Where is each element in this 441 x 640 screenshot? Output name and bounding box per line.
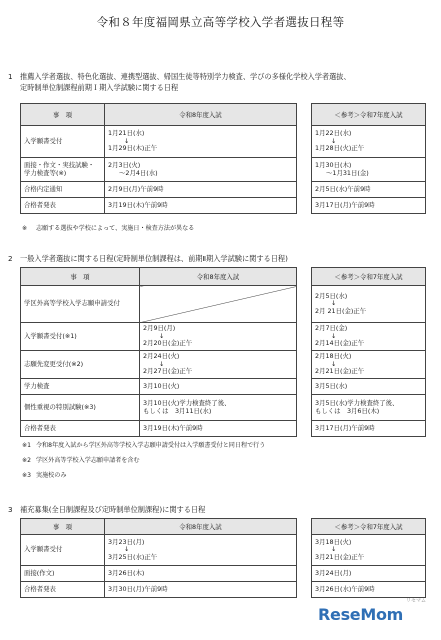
section-1-table <box>20 103 297 214</box>
section-heading-line: 推薦入学者選抜、特色化選抜、連携型選抜、帰国生徒等特別学力検査、学びの多様化学校入学者選抜、 <box>20 72 351 81</box>
section-number: 2 <box>8 254 13 263</box>
section-3-ref-table <box>311 518 426 598</box>
row-r7: 2月5日(水) ↓ 2月 21日(金)正午 <box>312 286 426 323</box>
header-r8: 令和8年度入試 <box>105 104 297 126</box>
row-r8: 3月19日(木)午前9時 <box>140 421 297 437</box>
section-2-heading <box>8 253 288 264</box>
logo-subtext: リセマム <box>406 598 426 604</box>
table-header-row <box>21 104 297 126</box>
row-item: 入学願書受付 <box>21 535 105 566</box>
table-row <box>21 126 297 158</box>
table-row <box>21 182 297 198</box>
row-r7: 2月5日(水)午前9時 <box>312 182 426 198</box>
row-r7: 1月30日(木) ～1月31日(金) <box>312 158 426 182</box>
row-item: 入学願書受付(※1) <box>21 323 140 351</box>
row-r8: 2月3日(火) ～2月4日(水) <box>105 158 297 182</box>
row-item: 面接・作文・実技試験・ 学力検査等(※) <box>21 158 105 182</box>
section-3-heading <box>8 504 205 515</box>
row-r7: 2月18日(火) ↓ 2月21日(金)正午 <box>312 351 426 379</box>
note: ※3 実施校のみ <box>22 472 67 479</box>
row-r7: 3月17日(月)午前9時 <box>312 421 426 437</box>
row-item: 合格者発表 <box>21 198 105 214</box>
section-number: 1 <box>8 72 13 81</box>
section-heading-line: 一般入学者選抜に関する日程(定時制単位制課程は、前期Ⅱ期入学試験に関する日程) <box>20 254 288 263</box>
table-row <box>21 582 297 598</box>
section-1-heading <box>8 71 351 93</box>
table-row <box>21 395 297 421</box>
row-item: 合格内定通知 <box>21 182 105 198</box>
page-title: 令和８年度福岡県立高等学校入学者選抜日程等 <box>96 15 345 29</box>
row-r7: 3月24日(月) <box>312 566 426 582</box>
section-2-ref-table <box>311 267 426 437</box>
row-r8: 2月24日(火) ↓ 2月27日(金)正午 <box>140 351 297 379</box>
row-r8: 1月21日(水) ↓ 1月29日(木)正午 <box>105 126 297 158</box>
note: ※2 学区外高等学校入学志願申請者を含む <box>22 457 140 464</box>
row-r7: 3月5日(水) <box>312 379 426 395</box>
section-heading-line: 定時制単位制課程前期Ｉ期入学試験に関する日程 <box>20 83 179 92</box>
row-r8-empty <box>140 286 297 323</box>
row-r8: 3月30日(月)午前9時 <box>105 582 297 598</box>
note: ※ 志願する選抜や学校によって、実施日・検査方法が異なる <box>22 225 195 232</box>
row-item: 個性重視の特別試験(※3) <box>21 395 140 421</box>
header-r7: ＜参考＞令和7年度入試 <box>312 268 426 286</box>
row-r7: 1月22日(水) ↓ 1月28日(火)正午 <box>312 126 426 158</box>
table-row <box>21 421 297 437</box>
header-r8: 令和8年度入試 <box>140 268 297 286</box>
row-r7: 2月7日(金) ↓ 2月14日(金)正午 <box>312 323 426 351</box>
table-row <box>21 566 297 582</box>
row-r7: 3月18日(火) ↓ 3月21日(金)正午 <box>312 535 426 566</box>
section-2-table <box>20 267 297 437</box>
table-row <box>21 198 297 214</box>
row-item: 学区外高等学校入学志願申請受付 <box>21 286 140 323</box>
header-item: 事 項 <box>21 519 105 535</box>
section-number: 3 <box>8 505 13 514</box>
row-item: 志願先変更受付(※2) <box>21 351 140 379</box>
table-row <box>21 286 297 323</box>
row-r7: 3月5日(水)学力検査終了後、 もしくは 3月6日(木) <box>312 395 426 421</box>
table-header-row <box>21 519 297 535</box>
row-r8: 2月9日(月) ↓ 2月20日(金)正午 <box>140 323 297 351</box>
row-r8: 3月10日(火)学力検査終了後、 もしくは 3月11日(水) <box>140 395 297 421</box>
row-item: 合格者発表 <box>21 582 105 598</box>
table-header-row <box>21 268 297 286</box>
header-item: 事 項 <box>21 104 105 126</box>
note: ※1 令和8年度入試から学区外高等学校入学志願申請受付は入学願書受付と同日程で行う <box>22 442 266 449</box>
row-r8: 3月10日(火) <box>140 379 297 395</box>
header-item: 事 項 <box>21 268 140 286</box>
resemom-logo: ReseMom <box>318 605 404 624</box>
header-r8: 令和8年度入試 <box>105 519 297 535</box>
row-r8: 3月23日(月) ↓ 3月25日(水)正午 <box>105 535 297 566</box>
section-heading-line: 補充募集(全日制課程及び定時制単位制課程)に関する日程 <box>20 505 206 514</box>
row-r8: 2月9日(月)午前9時 <box>105 182 297 198</box>
table-row <box>21 379 297 395</box>
row-item: 面接(作文) <box>21 566 105 582</box>
row-r7: 3月17日(月)午前9時 <box>312 198 426 214</box>
table-row <box>21 535 297 566</box>
row-item: 学力検査 <box>21 379 140 395</box>
row-item: 合格者発表 <box>21 421 140 437</box>
row-r8: 3月19日(木)午前9時 <box>105 198 297 214</box>
row-item: 入学願書受付 <box>21 126 105 158</box>
row-r8: 3月26日(木) <box>105 566 297 582</box>
section-3-table <box>20 518 297 598</box>
header-r7: ＜参考＞令和7年度入試 <box>312 519 426 535</box>
table-row <box>21 158 297 182</box>
header-r7: ＜参考＞令和7年度入試 <box>312 104 426 126</box>
table-row <box>21 351 297 379</box>
row-r7: 3月26日(水)午前9時 <box>312 582 426 598</box>
table-row <box>21 323 297 351</box>
section-1-ref-table <box>311 103 426 214</box>
